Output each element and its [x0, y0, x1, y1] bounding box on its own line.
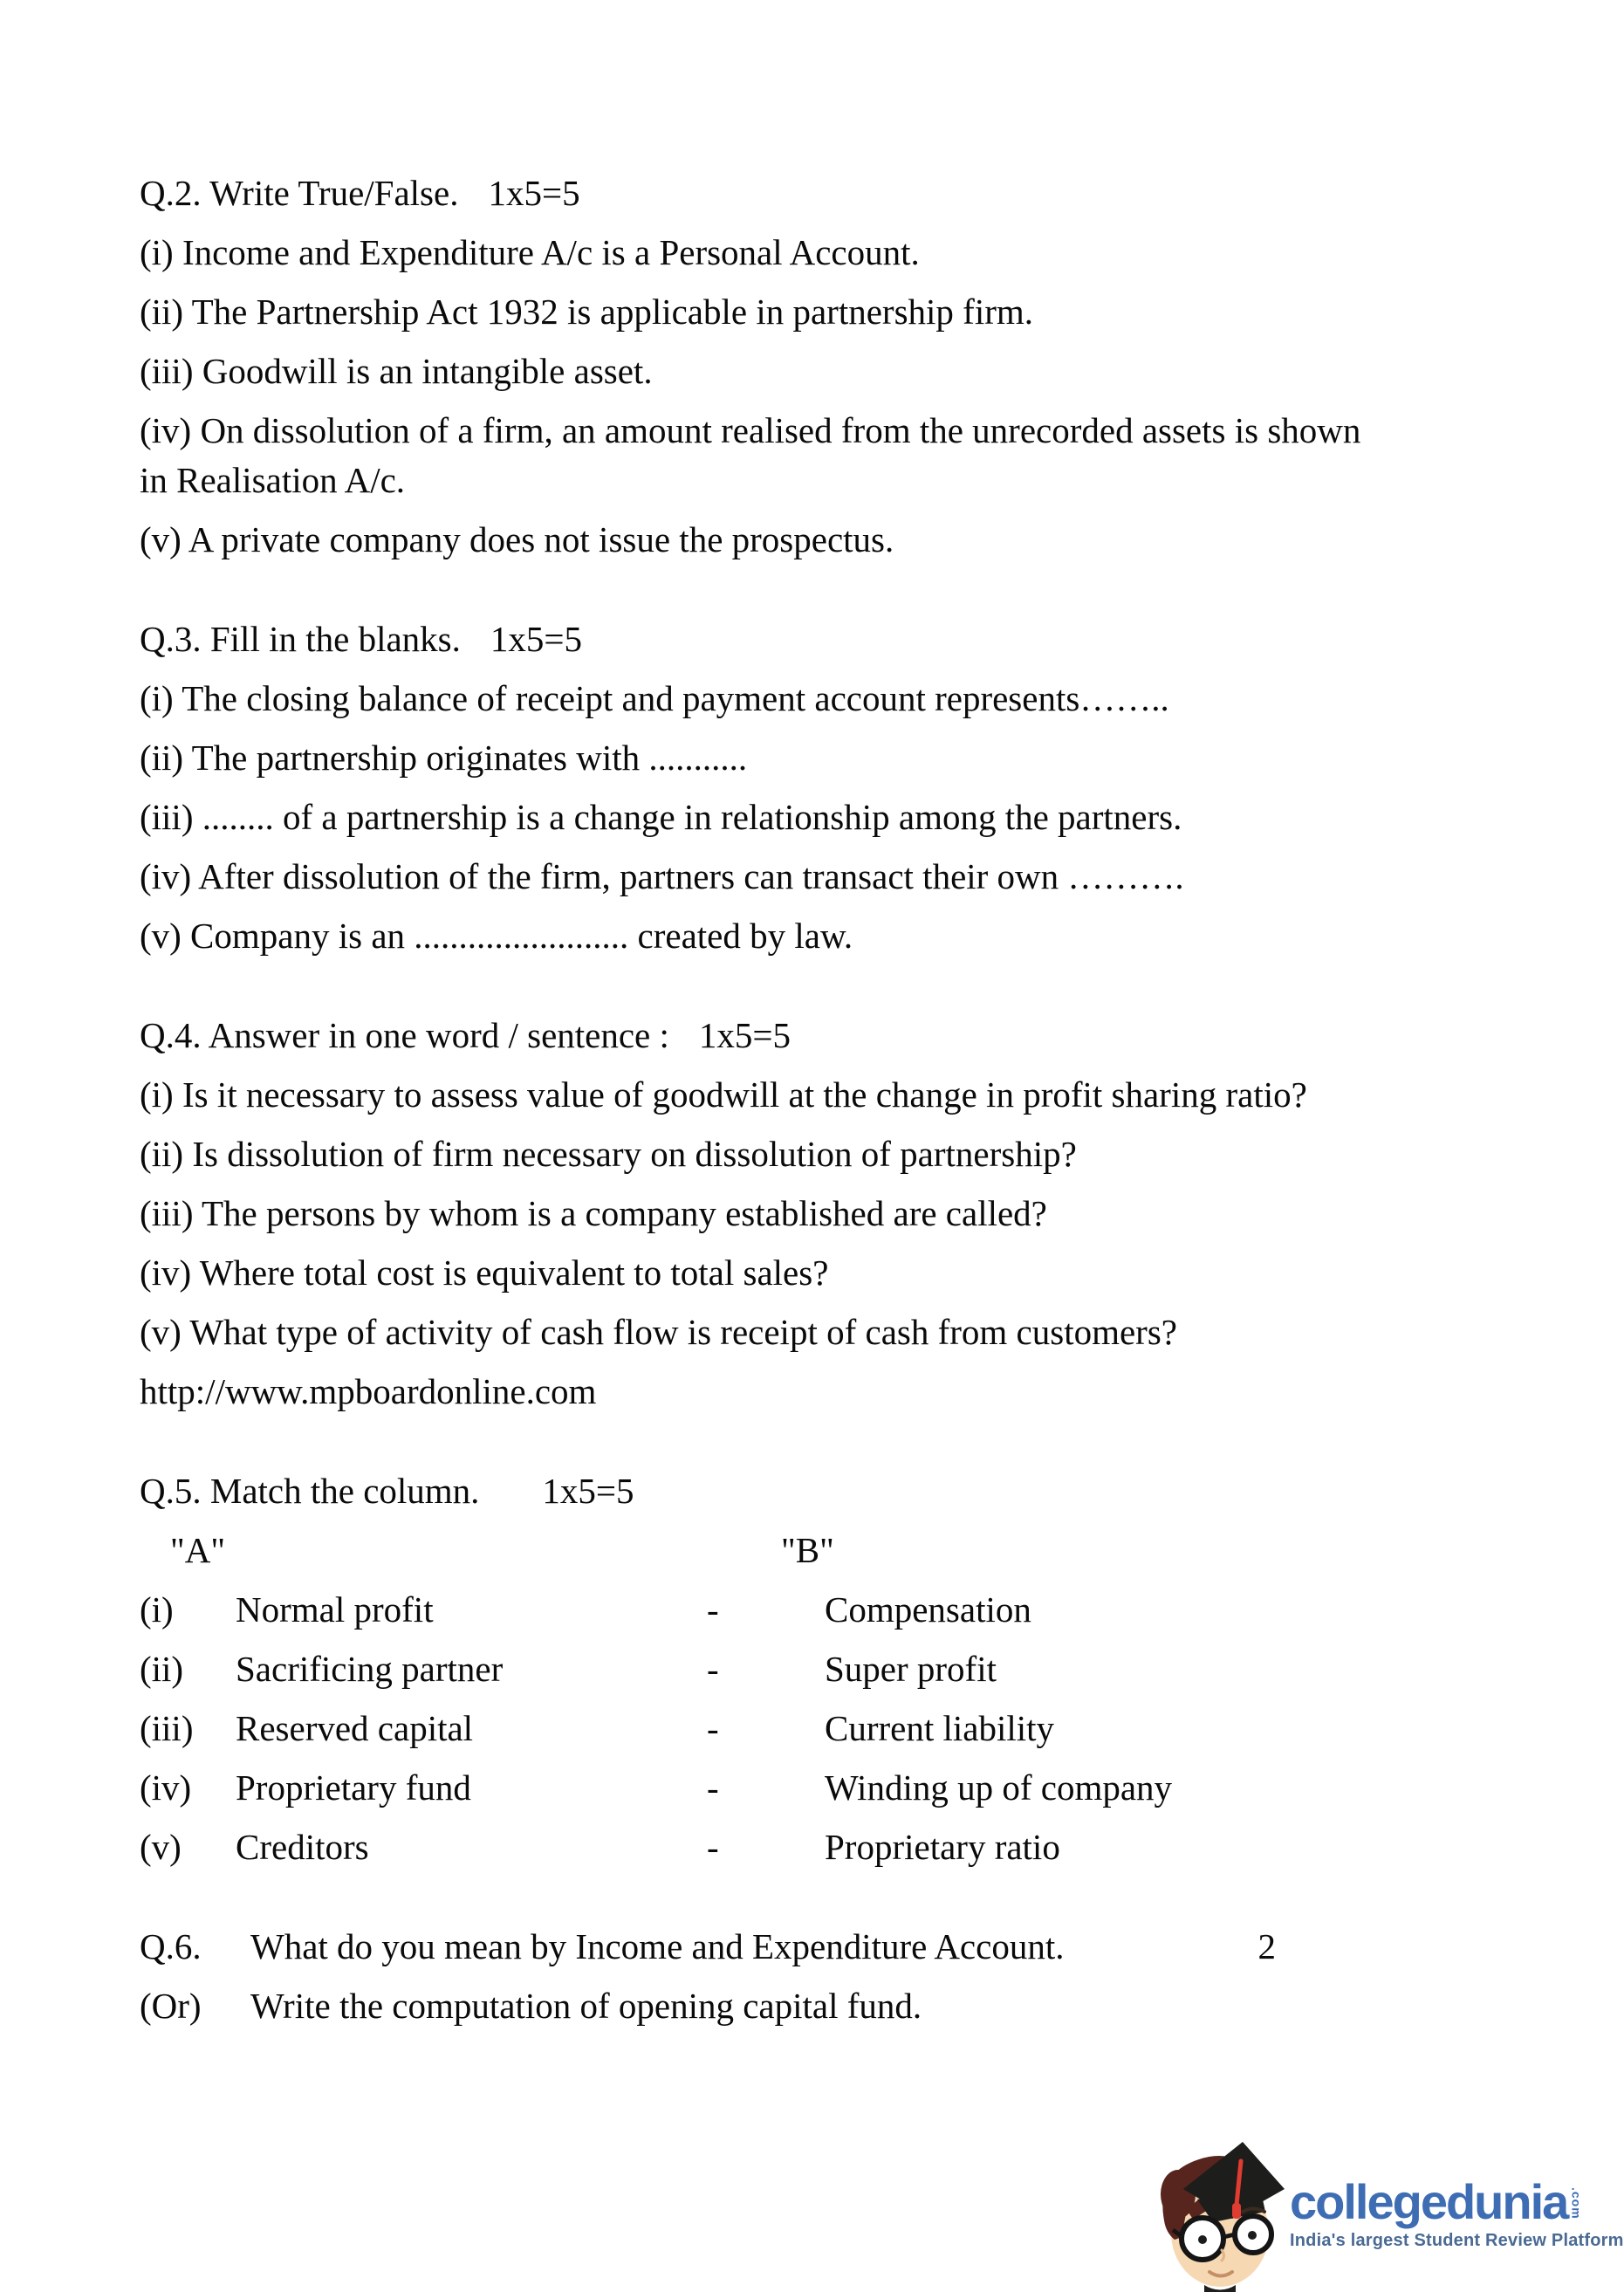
question-4-item-iv: (iv) Where total cost is equivalent to total sales? [140, 1252, 829, 1293]
question-4-section [140, 1011, 1459, 1417]
match-row-item-a: Sacrificing partner [236, 1649, 504, 1689]
question-6-section [140, 1922, 1459, 2031]
question-6-row [140, 1922, 1459, 1972]
question-3-item-ii: (ii) The partnership originates with ........... [140, 738, 748, 778]
question-5-section [140, 1466, 1459, 1872]
question-5-title: Q.5. Match the column. [140, 1471, 480, 1511]
match-row-item-b: Proprietary ratio [825, 1827, 1060, 1867]
match-row-item-b: Super profit [825, 1649, 997, 1689]
question-3-item-iv: (iv) After dissolution of the firm, partners can transact their own ………. [140, 856, 1184, 896]
question-4-item-iii: (iii) The persons by whom is a company established are called? [140, 1193, 1047, 1233]
match-row-dash: - [707, 1589, 719, 1630]
match-row-dash: - [707, 1827, 719, 1867]
question-3-heading [140, 614, 1459, 664]
question-2-item-iv-line2: in Realisation A/c. [140, 460, 406, 500]
match-row-item-b: Compensation [825, 1589, 1031, 1630]
question-6-or-label: (Or) [140, 1986, 202, 2026]
match-row-v [140, 1822, 1459, 1872]
question-5-heading [140, 1466, 1459, 1516]
collegedunia-wordmark: collegedunia [1290, 2173, 1568, 2229]
column-a-header: "A" [170, 1530, 226, 1570]
match-row-iv [140, 1763, 1459, 1813]
column-b-header: "B" [781, 1530, 834, 1570]
match-row-item-a: Normal profit [236, 1589, 434, 1630]
question-6-or-row [140, 1981, 1459, 2031]
match-column-header-row [140, 1526, 1459, 1575]
question-paper-content [140, 168, 1459, 2081]
question-3-title: Q.3. Fill in the blanks. [140, 619, 461, 659]
question-2-item-ii: (ii) The Partnership Act 1932 is applicable in partnership firm. [140, 292, 1033, 332]
question-4-item-v: (v) What type of activity of cash flow is receipt of cash from customers? [140, 1312, 1177, 1352]
match-row-ii [140, 1644, 1459, 1694]
question-2-item-iv-line1: (iv) On dissolution of a firm, an amount realised from the unrecorded assets is shown [140, 410, 1361, 450]
question-2-section [140, 168, 1459, 565]
question-2-heading [140, 168, 1459, 218]
collegedunia-logo-text [1290, 2173, 1624, 2251]
match-row-item-b: Current liability [825, 1708, 1055, 1748]
question-6-marks: 2 [1257, 1926, 1276, 1966]
match-row-number: (iv) [140, 1767, 192, 1808]
collegedunia-wordmark-row [1290, 2173, 1624, 2229]
collegedunia-tagline: India's largest Student Review Platform [1290, 2230, 1624, 2250]
match-row-number: (v) [140, 1827, 182, 1867]
collegedunia-tld: .com [1569, 2186, 1584, 2220]
match-row-item-a: Proprietary fund [236, 1767, 471, 1808]
question-4-item-i: (i) Is it necessary to assess value of goodwill at the change in profit sharing ratio? [140, 1074, 1307, 1115]
question-6-text: What do you mean by Income and Expenditure Account. [250, 1926, 1065, 1966]
question-3-section [140, 614, 1459, 961]
collegedunia-mascot-icon [1148, 2135, 1286, 2292]
match-row-i [140, 1585, 1459, 1635]
question-3-item-v: (v) Company is an ........................ created by law. [140, 916, 853, 956]
match-row-item-a: Reserved capital [236, 1708, 474, 1748]
question-2-item-v: (v) A private company does not issue the prospectus. [140, 519, 894, 559]
question-4-marks: 1x5=5 [698, 1015, 791, 1055]
question-4-title: Q.4. Answer in one word / sentence : [140, 1015, 669, 1055]
match-row-dash: - [707, 1767, 719, 1808]
question-3-marks: 1x5=5 [490, 619, 582, 659]
match-row-number: (i) [140, 1589, 174, 1630]
match-row-item-b: Winding up of company [825, 1767, 1173, 1808]
match-row-dash: - [707, 1708, 719, 1748]
question-4-heading [140, 1011, 1459, 1060]
collegedunia-logo [1148, 2135, 1624, 2292]
question-4-item-ii: (ii) Is dissolution of firm necessary on dissolution of partnership? [140, 1134, 1077, 1174]
question-2-item-iii: (iii) Goodwill is an intangible asset. [140, 351, 653, 391]
mpboardonline-url-text: http://www.mpboardonline.com [140, 1371, 597, 1411]
question-3-item-i: (i) The closing balance of receipt and payment account represents…….. [140, 678, 1169, 718]
question-2-item-i: (i) Income and Expenditure A/c is a Personal Account. [140, 232, 920, 272]
question-6-label: Q.6. [140, 1926, 202, 1966]
question-6-or-text: Write the computation of opening capital fund. [250, 1986, 922, 2026]
question-3-item-iii: (iii) ........ of a partnership is a change in relationship among the partners. [140, 797, 1182, 837]
question-2-marks: 1x5=5 [488, 173, 580, 213]
match-row-dash: - [707, 1649, 719, 1689]
match-row-iii [140, 1704, 1459, 1753]
question-2-title: Q.2. Write True/False. [140, 173, 459, 213]
match-row-number: (ii) [140, 1649, 184, 1689]
match-row-item-a: Creditors [236, 1827, 369, 1867]
question-5-marks: 1x5=5 [542, 1471, 634, 1511]
match-row-number: (iii) [140, 1708, 194, 1748]
